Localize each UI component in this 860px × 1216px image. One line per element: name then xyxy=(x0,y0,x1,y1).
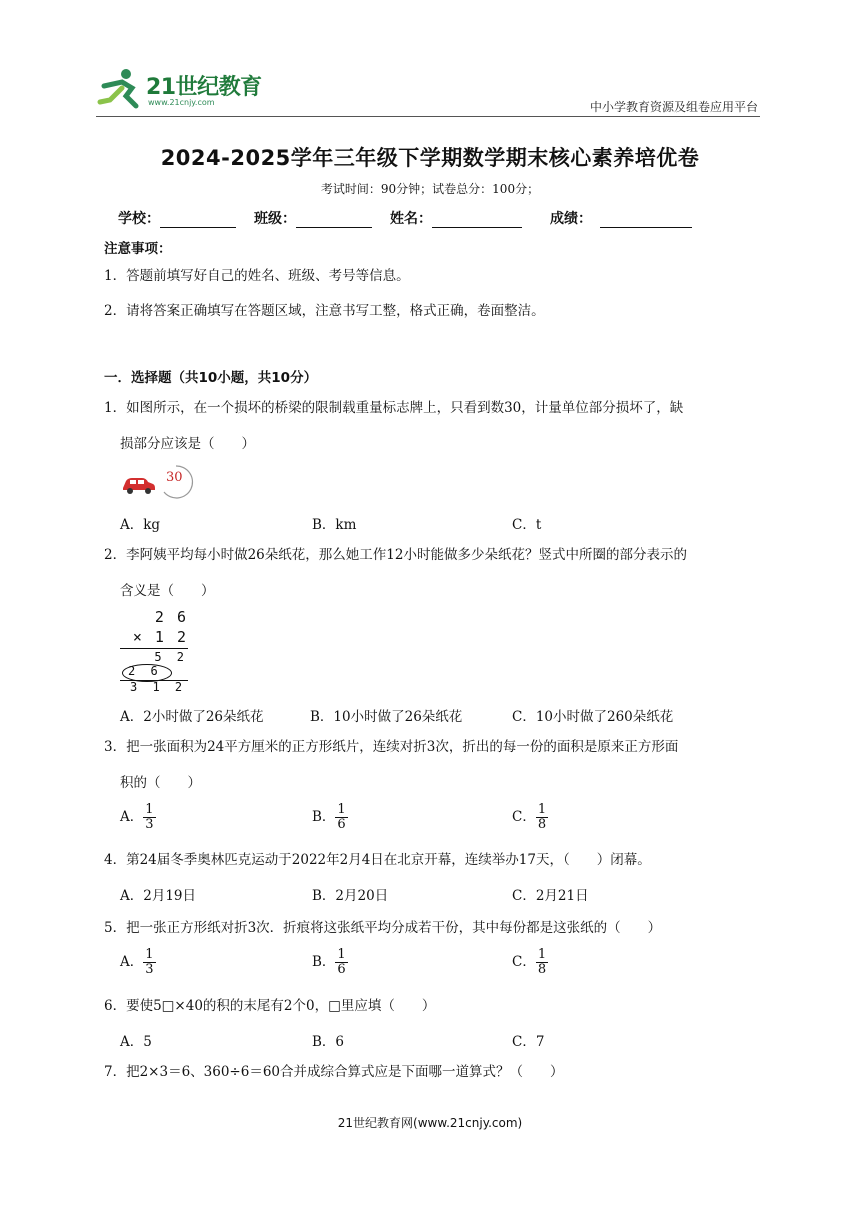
option-c[interactable]: C． $\frac{1}{8}$ xyxy=(512,947,547,977)
question-7-text: 7．把2×3＝6、360÷6＝60合并成综合算式应是下面哪一道算式？（ ） xyxy=(104,1064,564,1080)
question-2-text: 2．李阿姨平均每小时做26朵纸花，那么她工作12小时能做多少朵纸花？竖式中所圈的部分表示的 xyxy=(104,547,687,563)
logo-url: www.21cnjy.com xyxy=(148,98,215,107)
notice-item: 2．请将答案正确填写在答题区域，注意书写工整，格式正确，卷面整洁。 xyxy=(104,303,545,319)
question-6-text: 6．要使5□×40的积的末尾有2个0，□里应填（ ） xyxy=(104,998,436,1014)
logo-text: 21世纪教育 xyxy=(146,75,262,100)
bridge-sign-figure xyxy=(120,464,200,500)
option-b[interactable]: B．6 xyxy=(312,1034,345,1050)
option-b[interactable]: B．10小时做了26朵纸花 xyxy=(310,709,463,725)
question-1-text-cont: 损部分应该是（ ） xyxy=(120,436,255,452)
option-a[interactable]: A．5 xyxy=(120,1034,152,1050)
header-divider xyxy=(96,116,760,117)
school-label: 学校： xyxy=(118,211,160,227)
option-a[interactable]: A．2小时做了26朵纸花 xyxy=(120,709,264,725)
school-field[interactable] xyxy=(118,208,236,228)
fraction: $\frac{1}{8}$ xyxy=(537,947,547,977)
option-a[interactable]: A．kg xyxy=(120,517,161,533)
option-c[interactable]: C．2月21日 xyxy=(512,888,589,904)
name-field[interactable] xyxy=(390,208,522,228)
option-c[interactable]: C． $\frac{1}{8}$ xyxy=(512,802,547,832)
option-b[interactable]: B．km xyxy=(312,517,357,533)
question-4-text: 4．第24届冬季奥林匹克运动于2022年2月4日在北京开幕，连续举办17天，（ ）闭幕。 xyxy=(104,852,651,868)
vertical-row-2: × 1 2 xyxy=(132,628,188,646)
option-a[interactable]: A． $\frac{1}{3}$ xyxy=(120,802,154,832)
option-c[interactable]: C．7 xyxy=(512,1034,545,1050)
vertical-row-3: 5 2 xyxy=(154,650,188,664)
option-b[interactable]: B． $\frac{1}{6}$ xyxy=(312,802,346,832)
runner-icon xyxy=(96,66,146,114)
option-a[interactable]: A． $\frac{1}{3}$ xyxy=(120,947,154,977)
section-heading: 一．选择题（共10小题，共10分） xyxy=(104,370,318,386)
question-5-text: 5．把一张正方形纸对折3次．折痕将这张纸平均分成若干份，其中每份都是这张纸的（ ） xyxy=(104,920,662,936)
page-title: 2024-2025学年三年级下学期数学期末核心素养培优卷 xyxy=(160,146,700,170)
car-icon xyxy=(120,474,156,496)
score-field[interactable] xyxy=(550,208,692,228)
option-c[interactable]: C．10小时做了260朵纸花 xyxy=(512,709,674,725)
question-3-text-cont: 积的（ ） xyxy=(120,775,201,791)
vertical-row-5: 3 1 2 xyxy=(130,680,187,694)
question-2-text-cont: 含义是（ ） xyxy=(120,583,215,599)
exam-subtitle: 考试时间：90分钟；试卷总分：100分； xyxy=(320,182,540,196)
vertical-row-4-circled: 2 6 xyxy=(128,664,162,678)
option-a[interactable]: A．2月19日 xyxy=(120,888,197,904)
vertical-multiplication xyxy=(120,606,200,692)
option-c[interactable]: C．t xyxy=(512,517,542,533)
fraction: $\frac{1}{6}$ xyxy=(337,947,346,977)
score-label: 成绩： xyxy=(550,211,592,227)
question-1-text: 1．如图所示，在一个损坏的桥梁的限制载重量标志牌上，只看到数30，计量单位部分损坏了，缺 xyxy=(104,400,684,416)
fraction: $\frac{1}{6}$ xyxy=(337,802,346,832)
question-3-text: 3．把一张面积为24平方厘米的正方形纸片，连续对折3次，折出的每一份的面积是原来正方形面 xyxy=(104,739,679,755)
notice-item: 1．答题前填写好自己的姓名、班级、考号等信息。 xyxy=(104,268,410,284)
notice-heading: 注意事项： xyxy=(104,241,172,257)
class-field[interactable] xyxy=(254,208,372,228)
name-label: 姓名： xyxy=(390,211,432,227)
fraction: $\frac{1}{3}$ xyxy=(145,947,154,977)
logo xyxy=(96,66,266,116)
page-footer: 21世纪教育网(www.21cnjy.com) xyxy=(337,1116,523,1130)
header-platform-text: 中小学教育资源及组卷应用平台 xyxy=(589,100,758,114)
vertical-row-1: 2 6 xyxy=(154,608,188,626)
class-label: 班级： xyxy=(254,211,296,227)
option-b[interactable]: B． $\frac{1}{6}$ xyxy=(312,947,346,977)
option-b[interactable]: B．2月20日 xyxy=(312,888,389,904)
fraction: $\frac{1}{8}$ xyxy=(537,802,547,832)
sign-value: 30 xyxy=(166,470,183,485)
fraction: $\frac{1}{3}$ xyxy=(145,802,154,832)
